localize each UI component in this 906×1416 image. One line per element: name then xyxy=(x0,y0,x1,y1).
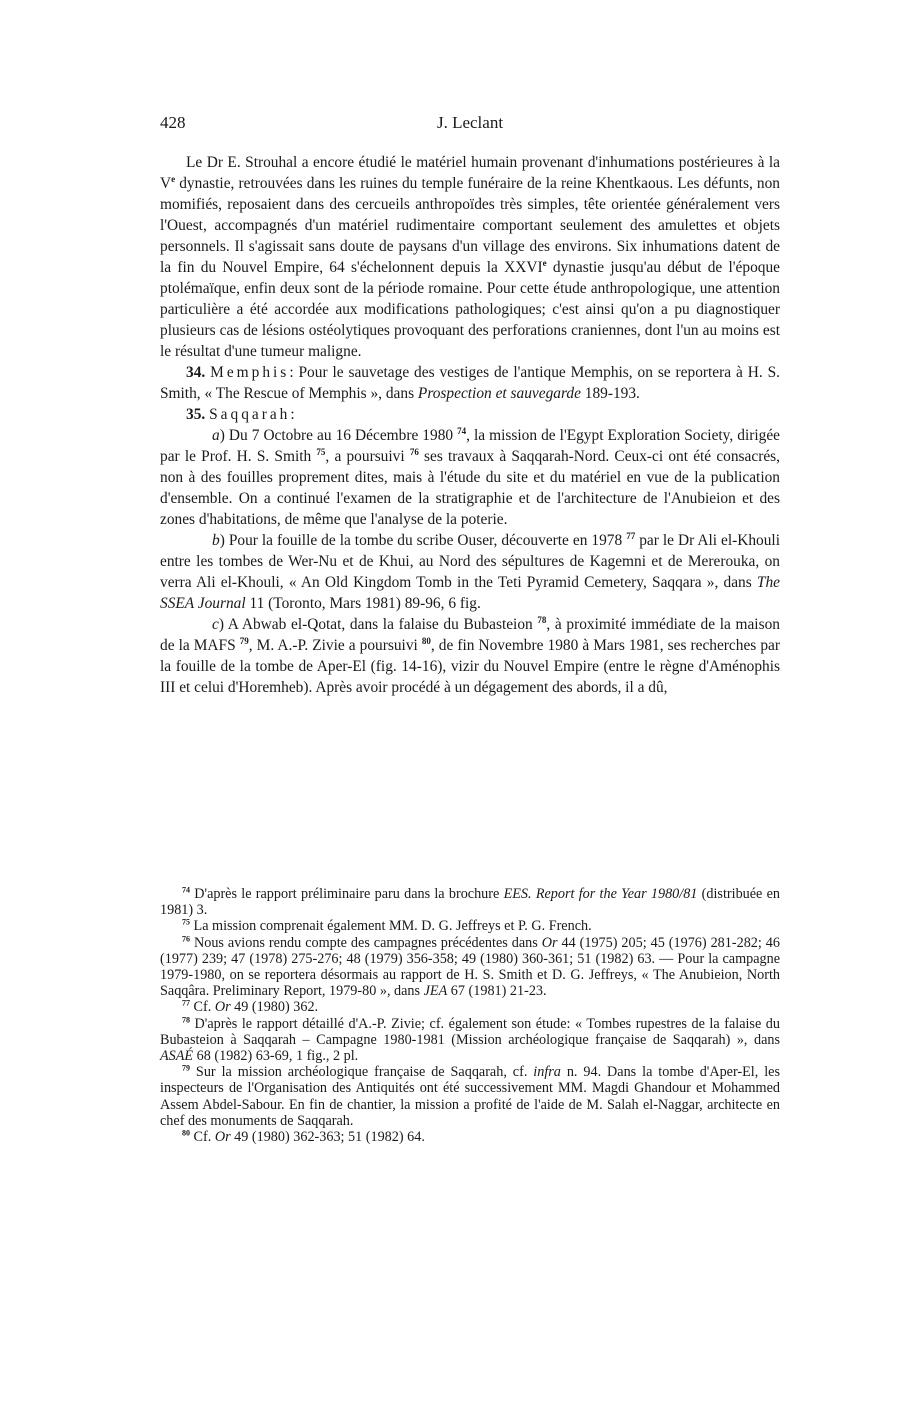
paragraph-strouhal: Le Dr E. Strouhal a encore étudié le matériel humain provenant d'inhumations postérieures à la Ve dynastie, retrouvées dans les ruines du temple funéraire de la reine Khentkaous. Les défunts, non momifiés, reposaient dans des cercueils anthropoïdes très simples, tête orientée généralement vers l'Ouest, accompagnés d'un matériel rudimentaire comportant seulement des amulettes et objets personnels. Il s'agissait sans doute de paysans d'un village des environs. Six inhumations datent de la fin du Nouvel Empire, 64 s'échelonnent depuis la XXVIe dynastie jusqu'au début de l'époque ptolémaïque, enfin deux sont de la période romaine. Pour cette étude anthropologique, une attention particulière a été accordée aux modifications pathologiques; c'est ainsi qu'on a pu diagnostiquer plusieurs cas de lésions ostéolytiques provoquant des perforations craniennes, dont l'un au moins est le résultat d'une tumeur maligne. xyxy=(160,154,780,360)
section-number: 35. xyxy=(186,406,206,423)
footnote-ref: 74 xyxy=(457,425,467,436)
body-text xyxy=(160,152,780,698)
footnote-75: $^{75}$ La mission comprenait également MM. D. G. Jeffreys et P. G. French. xyxy=(182,917,592,935)
page-number: 428 xyxy=(160,113,186,132)
section-number: 34. xyxy=(186,364,206,381)
subsection-a: a) Du 7 Octobre au 16 Décembre 1980 $^{74}$, la mission de l'Egypt Exploration Society, dirigée par le Prof. H. S. Smith $^{75}$, a poursuivi $^{76}$ ses travaux à Saqqarah-Nord. Ceux-ci ont été consacrés, non à des fouilles proprement dites, mais à l'étude du site et du matériel en vue de la publication d'ensemble. On a continué l'examen de la stratigraphie et de l'architecture de l'Anubieion et des zones d'habitations, de même que l'analyse de la poterie. xyxy=(160,425,780,528)
section-title: Memphis xyxy=(210,364,290,381)
footnote-ref: 78 xyxy=(537,614,547,625)
subsection-b: b) Pour la fouille de la tombe du scribe Ouser, découverte en 1978 $^{77}$ par le Dr Ali el-Khouli entre les tombes de Wer-Nu et de Khui, au Nord des sépultures de Kagemni et de Mererouka, on verra Ali el-Khouli, « An Old Kingdom Tomb in the Teti Pyramid Cemetery, Saqqara », dans The SSEA Journal 11 (Toronto, Mars 1981) 89-96, 6 fig. xyxy=(160,530,780,612)
section-35-saqqarah: 35. Saqqarah: xyxy=(186,406,295,423)
footnote-ref: 80 xyxy=(421,635,431,646)
author-name: J. Leclant xyxy=(436,113,504,132)
subsection-c: c) A Abwab el-Qotat, dans la falaise du Bubasteion $^{78}$, à proximité immédiate de la maison de la MAFS $^{79}$, M. A.-P. Zivie a poursuivi $^{80}$, de fin Novembre 1980 à Mars 1981, ses recherches par la fouille de la tombe de Aper-El (fig. 14-16), vizir du Nouvel Empire (entre le règne d'Aménophis III et celui d'Horemheb). Après avoir procédé à un dégagement des abords, il a dû, xyxy=(160,614,780,696)
footnote-80: $^{80}$ Cf. Or 49 (1980) 362-363; 51 (1982) 64. xyxy=(182,1128,425,1146)
section-title: Saqqarah xyxy=(209,406,291,423)
footnote-76: $^{76}$ Nous avions rendu compte des campagnes précédentes dans Or 44 (1975) 205; 45 (1976) 281-282; 46 (1977) 239; 47 (1978) 275-276; 48 (1979) 356-358; 49 (1980) 360-361; 51 (1982) 63. — Pour la campagne 1979-1980, on se reportera désormais au rapport de H. S. Smith et D. G. Jeffreys, « The Anubieion, North Saqqâra. Preliminary Report, 1979-80 », dans JEA 67 (1981) 21-23. xyxy=(160,933,780,1000)
footnote-ref: 75 xyxy=(316,446,326,457)
footnote-ref: 76 xyxy=(409,446,419,457)
footnote-77: $^{77}$ Cf. Or 49 (1980) 362. xyxy=(182,998,319,1016)
section-34-memphis: 34. Memphis: Pour le sauvetage des vestiges de l'antique Memphis, on se reportera à H. S. Smith, « The Rescue of Memphis », dans Prospection et sauvegarde 189-193. xyxy=(160,364,780,402)
footnote-79: $^{79}$ Sur la mission archéologique française de Saqqarah, cf. infra n. 94. Dans la tombe d'Aper-El, les inspecteurs de l'Organisation des Antiquités ont été successivement MM. Magdi Ghandour et Mohammed Assem Abdel-Sabour. En fin de chantier, la mission a profité de l'aide de M. Salah el-Naggar, architecte en chef des monuments de Saqqarah. xyxy=(160,1063,780,1129)
footnotes xyxy=(160,886,780,1145)
footnote-74: $^{74}$ D'après le rapport préliminaire paru dans la brochure EES. Report for the Year 1980/81 (distribuée en 1981) 3. xyxy=(160,885,781,919)
footnote-ref: 79 xyxy=(239,635,249,646)
footnote-78: $^{78}$ D'après le rapport détaillé d'A.-P. Zivie; cf. également son étude: « Tombes rupestres de la falaise du Bubasteion à Saqqarah – Campagne 1980-1981 (Mission archéologique française de Saqqarah) », dans ASAÉ 68 (1982) 63-69, 1 fig., 2 pl. xyxy=(160,1014,780,1065)
running-head xyxy=(160,113,780,137)
footnote-ref: 77 xyxy=(626,530,636,541)
